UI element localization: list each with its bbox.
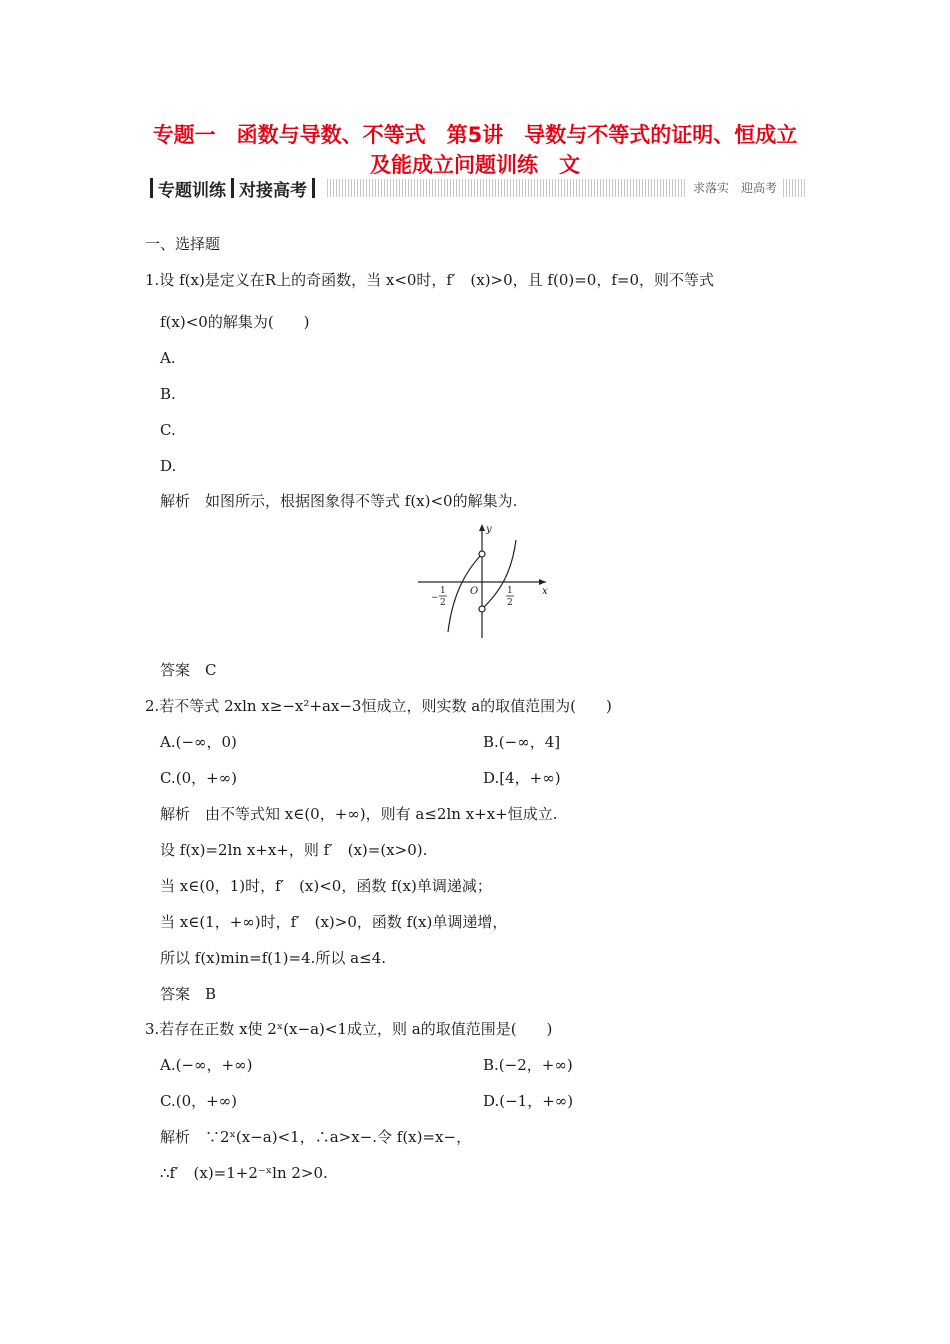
right-half-denominator: 2 <box>507 598 513 608</box>
title-line-2: 及能成立问题训练 文 <box>370 153 580 177</box>
q3-option-d: D.(−1，+∞) <box>483 1092 574 1110</box>
q3-option-a: A.(−∞，+∞) <box>160 1056 253 1074</box>
left-half-numerator: 1 <box>440 586 446 596</box>
q3-stem: 3.若存在正数 x使 2ˣ(x−a)<1成立，则 a的取值范围是( ) <box>145 1020 553 1038</box>
origin-label: O <box>470 586 479 597</box>
banner-text-1: 专题训练 <box>158 180 226 201</box>
left-half-denominator: 2 <box>440 598 446 608</box>
section-heading: 一、选择题 <box>145 235 221 253</box>
banner-divider <box>150 178 153 198</box>
q2-answer: 答案 B <box>160 985 217 1003</box>
open-point-lower <box>479 606 485 612</box>
x-axis-label: x <box>542 586 548 597</box>
right-half-numerator: 1 <box>507 586 513 596</box>
q1-function-graph <box>412 520 552 642</box>
y-axis-arrow <box>479 524 485 531</box>
q1-option-c: C. <box>160 421 176 439</box>
q2-option-a: A.(−∞，0) <box>160 733 237 751</box>
q1-analysis: 解析 如图所示，根据图象得不等式 f(x)<0的解集为. <box>160 492 518 510</box>
q1-option-a: A. <box>160 349 176 367</box>
q2-analysis-line1: 解析 由不等式知 x∈(0，+∞)，则有 a≤2ln x+x+恒成立. <box>160 805 558 823</box>
q3-option-b: B.(−2，+∞) <box>483 1056 573 1074</box>
q2-option-c: C.(0，+∞) <box>160 769 238 787</box>
q2-analysis-line5: 所以 f(x)min=f(1)=4.所以 a≤4. <box>160 949 387 967</box>
q1-stem-line2: f(x)<0的解集为( ) <box>160 313 310 331</box>
q3-option-c: C.(0，+∞) <box>160 1092 238 1110</box>
q1-option-b: B. <box>160 385 176 403</box>
q1-answer: 答案 C <box>160 661 217 679</box>
section-banner <box>145 176 805 200</box>
y-axis-label: y <box>486 524 492 535</box>
q2-option-d: D.[4，+∞) <box>483 769 561 787</box>
neg-sign-label: − <box>431 593 439 603</box>
q2-stem: 2.若不等式 2xln x≥−x²+ax−3恒成立，则实数 a的取值范围为( ) <box>145 697 612 715</box>
banner-divider <box>231 178 234 198</box>
banner-divider <box>312 178 315 198</box>
q3-analysis-line2: ∴f′ (x)=1+2⁻ˣln 2>0. <box>160 1164 328 1182</box>
q2-analysis-line2: 设 f(x)=2ln x+x+，则 f′ (x)=(x>0). <box>160 841 428 859</box>
title-line-1: 专题一 函数与导数、不等式 第5讲 导数与不等式的证明、恒成立 <box>152 123 798 147</box>
open-point-upper <box>479 551 485 557</box>
q2-option-b: B.(−∞，4] <box>483 733 561 751</box>
q1-option-d: D. <box>160 457 177 475</box>
document-title <box>100 120 850 180</box>
banner-slogan: 求落实 迎高考 <box>687 179 783 197</box>
q2-analysis-line3: 当 x∈(0，1)时，f′ (x)<0，函数 f(x)单调递减； <box>160 877 492 895</box>
q3-analysis-line1: 解析 ∵2ˣ(x−a)<1，∴a>x−.令 f(x)=x−， <box>160 1128 472 1146</box>
banner-text-2: 对接高考 <box>239 180 307 201</box>
q2-analysis-line4: 当 x∈(1，+∞)时，f′ (x)>0，函数 f(x)单调递增， <box>160 913 508 931</box>
q1-stem-line1: 1.设 f(x)是定义在R上的奇函数，当 x<0时，f′ (x)>0，且 f(0)=0，f=0，则不等式 <box>145 271 715 289</box>
banner-left-label <box>145 176 320 200</box>
x-axis-arrow <box>539 579 546 585</box>
